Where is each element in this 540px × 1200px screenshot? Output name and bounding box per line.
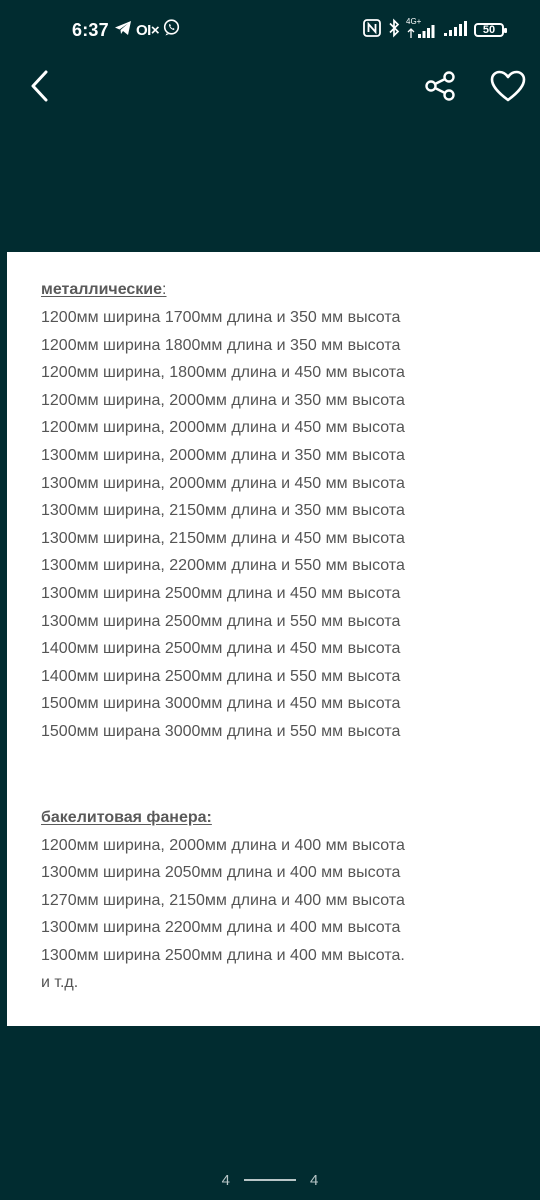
back-button[interactable] — [22, 64, 62, 108]
telegram-icon — [114, 20, 132, 41]
pager-separator — [244, 1179, 296, 1181]
metal-item: 1300мм ширина 2500мм длина и 450 мм высота — [41, 584, 401, 602]
network-type-label: 4G+ — [406, 17, 422, 26]
heart-icon — [486, 93, 530, 110]
photo-pager — [0, 1166, 540, 1194]
metal-item: 1200мм ширина 1800мм длина и 350 мм высота — [41, 336, 401, 354]
bakelite-section-title: бакелитовая фанера: — [41, 808, 212, 826]
bakelite-item: 1200мм ширина, 2000мм длина и 400 мм высота — [41, 836, 405, 854]
metal-item: 1200мм ширина 1700мм длина и 350 мм высота — [41, 309, 401, 326]
favorite-button[interactable] — [486, 66, 530, 106]
metal-item: 1300мм ширина, 2150мм длина и 450 мм высота — [41, 529, 405, 547]
metal-item: 1300мм ширина, 2200мм длина и 550 мм высота — [41, 557, 405, 575]
section-spacer — [41, 746, 531, 804]
bakelite-item: 1300мм ширина 2500мм длина и 400 мм высота. — [41, 946, 405, 964]
metal-item: 1200мм ширина, 2000мм длина и 450 мм высота — [41, 419, 405, 437]
status-right-icons — [362, 18, 504, 42]
bakelite-item: 1270мм ширина, 2150мм длина и 400 мм высота — [41, 891, 405, 909]
listing-photo[interactable] — [7, 252, 540, 1026]
photo-text-content — [41, 276, 531, 997]
bluetooth-icon — [388, 18, 400, 43]
status-bar — [0, 0, 540, 60]
share-button[interactable] — [420, 66, 460, 106]
pager-total: 4 — [310, 1171, 319, 1189]
bakelite-item: 1300мм ширина 2050мм длина и 400 мм высота — [41, 864, 401, 882]
metal-section-title: металлические: — [41, 281, 167, 298]
metal-item: 1400мм ширина 2500мм длина и 550 мм высота — [41, 667, 401, 685]
olx-icon: OI× — [136, 21, 160, 39]
mobile-signal-4g-icon — [406, 17, 436, 40]
bakelite-section-list — [41, 832, 531, 998]
bakelite-item: 1300мм ширина 2200мм длина и 400 мм высота — [41, 919, 401, 937]
metal-item: 1500мм ширана 3000мм длина и 550 мм высота — [41, 722, 401, 740]
metal-section-list — [41, 304, 531, 746]
metal-item: 1400мм ширина 2500мм длина и 450 мм высота — [41, 640, 401, 658]
pager-current: 4 — [221, 1171, 230, 1189]
bakelite-item: и т.д. — [41, 974, 79, 992]
nfc-icon — [362, 18, 382, 43]
status-left-icons — [114, 20, 180, 40]
status-time: 6:37 — [72, 20, 109, 40]
viber-icon — [163, 19, 180, 41]
metal-item: 1300мм ширина 2500мм длина и 550 мм высота — [41, 612, 401, 630]
back-arrow-icon — [22, 95, 62, 112]
app-bar — [0, 60, 540, 110]
metal-item: 1200мм ширина, 2000мм длина и 350 мм высота — [41, 391, 405, 409]
battery-icon — [474, 23, 504, 37]
metal-item: 1200мм ширина, 1800мм длина и 450 мм высота — [41, 364, 405, 382]
share-icon — [420, 93, 460, 110]
metal-item: 1300мм ширина, 2150мм длина и 350 мм высота — [41, 502, 405, 520]
battery-level: 50 — [482, 24, 496, 36]
mobile-signal-icon — [442, 18, 468, 43]
metal-item: 1300мм ширина, 2000мм длина и 350 мм высота — [41, 446, 405, 464]
metal-item: 1500мм ширина 3000мм длина и 450 мм высота — [41, 695, 401, 713]
metal-item: 1300мм ширина, 2000мм длина и 450 мм высота — [41, 474, 405, 492]
